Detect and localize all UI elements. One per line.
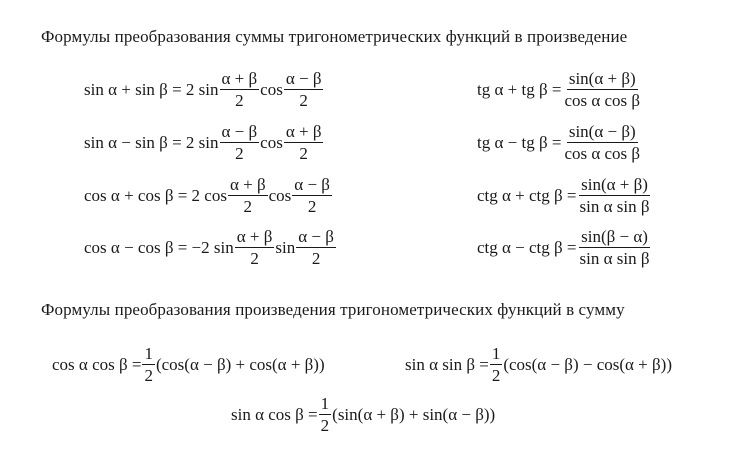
fraction-denominator: 2 xyxy=(307,197,317,216)
fraction-numerator: α + β xyxy=(221,69,258,88)
formula-lhs: ctg α + ctg β = xyxy=(477,186,577,205)
formula-middle-function: cos xyxy=(260,80,283,99)
formula-lhs: tg α + tg β = xyxy=(477,80,562,99)
formula-lhs: cos α + cos β = 2 cos xyxy=(84,186,227,205)
formula-tg-minus-tg xyxy=(477,123,643,162)
formula-lhs: tg α − tg β = xyxy=(477,133,562,152)
formula-cos-cos-product xyxy=(52,345,325,384)
formula-cos-plus-cos xyxy=(84,176,333,215)
fraction xyxy=(562,70,642,109)
formula-middle-function: cos xyxy=(268,186,292,205)
fraction-numerator: 1 xyxy=(320,394,330,413)
formula-lhs: sin α + sin β = 2 sin xyxy=(84,80,219,99)
fraction-numerator: α − β xyxy=(285,69,322,88)
formula-middle-function: sin xyxy=(275,238,296,257)
formula-cos-minus-cos xyxy=(84,228,337,267)
fraction xyxy=(220,70,260,109)
section-product-to-sum-title: Формулы преобразования произведения тригонометрических функций в сумму xyxy=(41,300,625,319)
fraction-denominator: 2 xyxy=(235,91,244,110)
formula-rhs: (cos(α − β) − cos(α + β)) xyxy=(503,355,672,374)
formula-sin-minus-sin xyxy=(84,123,324,162)
fraction xyxy=(220,123,260,162)
fraction-denominator: cos α cos β xyxy=(564,91,641,110)
formula-lhs: cos α − cos β = −2 sin xyxy=(84,238,234,257)
fraction xyxy=(284,70,324,109)
formula-lhs: sin α cos β = xyxy=(231,405,318,424)
fraction xyxy=(490,345,503,384)
fraction-numerator: sin(α + β) xyxy=(581,175,648,194)
fraction-numerator: α + β xyxy=(285,122,322,141)
fraction-denominator: 2 xyxy=(320,416,330,435)
formula-lhs: ctg α − ctg β = xyxy=(477,238,577,257)
fraction-denominator: sin α sin β xyxy=(579,197,650,216)
fraction xyxy=(292,176,332,215)
fraction xyxy=(235,228,275,267)
fraction-numerator: α − β xyxy=(298,227,334,246)
formula-tg-plus-tg xyxy=(477,70,643,109)
fraction-denominator: sin α sin β xyxy=(579,249,650,268)
formula-lhs: sin α sin β = xyxy=(405,355,489,374)
fraction xyxy=(296,228,336,267)
fraction-denominator: 2 xyxy=(299,91,308,110)
formula-rhs: (cos(α − β) + cos(α + β)) xyxy=(155,355,325,374)
fraction-denominator: 2 xyxy=(235,144,244,163)
fraction-denominator: 2 xyxy=(311,249,321,268)
section-sum-to-product-title: Формулы преобразования суммы тригонометрических функций в произведение xyxy=(41,27,628,46)
fraction-numerator: 1 xyxy=(144,344,153,363)
formula-ctg-minus-ctg xyxy=(477,228,653,267)
formula-lhs: sin α − sin β = 2 sin xyxy=(84,133,219,152)
formula-ctg-plus-ctg xyxy=(477,176,653,215)
fraction xyxy=(284,123,324,162)
formula-sin-sin-product xyxy=(405,345,672,384)
fraction xyxy=(562,123,642,162)
fraction-denominator: 2 xyxy=(144,366,153,385)
fraction-numerator: sin(α + β) xyxy=(568,69,636,88)
formula-middle-function: cos xyxy=(260,133,283,152)
fraction-numerator: α + β xyxy=(236,227,273,246)
fraction xyxy=(578,228,652,267)
fraction-denominator: 2 xyxy=(243,197,253,216)
fraction-denominator: 2 xyxy=(299,144,308,163)
fraction xyxy=(578,176,652,215)
fraction-denominator: 2 xyxy=(250,249,259,268)
fraction-numerator: α + β xyxy=(229,175,266,194)
fraction xyxy=(319,395,332,434)
fraction-numerator: sin(α − β) xyxy=(568,122,636,141)
fraction xyxy=(228,176,268,215)
formula-rhs: (sin(α + β) + sin(α − β)) xyxy=(332,405,496,424)
fraction-numerator: α − β xyxy=(294,175,330,194)
fraction-denominator: cos α cos β xyxy=(564,144,641,163)
fraction-numerator: α − β xyxy=(221,122,258,141)
formula-lhs: cos α cos β = xyxy=(52,355,142,374)
fraction-numerator: sin(β − α) xyxy=(581,227,648,246)
fraction xyxy=(142,345,155,384)
formula-sin-cos-product xyxy=(231,395,495,434)
formula-sin-plus-sin xyxy=(84,70,324,109)
fraction-numerator: 1 xyxy=(491,344,501,363)
fraction-denominator: 2 xyxy=(491,366,501,385)
